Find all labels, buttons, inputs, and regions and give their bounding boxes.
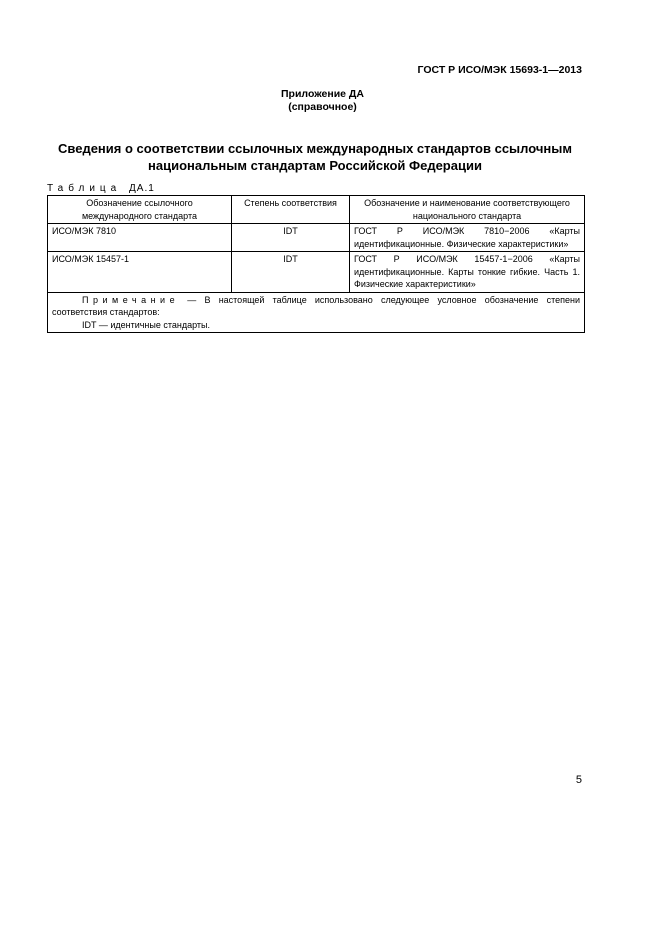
cell-international-standard: ИСО/МЭК 7810 bbox=[48, 224, 232, 252]
annex-subtitle: (справочное) bbox=[288, 101, 357, 113]
note-label: Примечание bbox=[82, 294, 180, 305]
table-row bbox=[48, 252, 585, 293]
cell-national-standard: ГОСТ Р ИСО/МЭК 7810−2006 «Карты идентификационные. Физические характеристики» bbox=[349, 224, 584, 252]
table-caption-number: ДА.1 bbox=[129, 183, 155, 194]
note-text: — В настоящей таблице использовано следующее условное обозначение степени соответствия стандартов: bbox=[52, 294, 580, 317]
document-title: Сведения о соответствии ссылочных международных стандартов ссылочным национальным стандартам Российской Федерации bbox=[58, 141, 572, 173]
column-header-degree: Степень соответствия bbox=[231, 196, 349, 224]
cell-national-standard: ГОСТ Р ИСО/МЭК 15457-1−2006 «Карты идентификационные. Карты тонкие гибкие. Часть 1. Физические характеристики» bbox=[349, 252, 584, 293]
column-header-international: Обозначение ссылочного международного стандарта bbox=[48, 196, 232, 224]
annex-heading bbox=[0, 88, 661, 114]
cell-degree: IDT bbox=[231, 252, 349, 293]
table-caption-word: Таблица bbox=[47, 183, 122, 194]
column-header-national: Обозначение и наименование соответствующего национального стандарта bbox=[349, 196, 584, 224]
cell-degree: IDT bbox=[231, 224, 349, 252]
annex-title: Приложение ДА bbox=[281, 88, 364, 100]
note-legend: IDT — идентичные стандарты. bbox=[82, 319, 211, 330]
cell-international-standard: ИСО/МЭК 15457-1 bbox=[48, 252, 232, 293]
table-caption bbox=[47, 183, 155, 194]
page-number: 5 bbox=[575, 774, 582, 786]
correspondence-table bbox=[47, 195, 585, 333]
table-note-row bbox=[48, 292, 585, 333]
standard-number: ГОСТ Р ИСО/МЭК 15693-1—2013 bbox=[417, 64, 582, 76]
table-row bbox=[48, 224, 585, 252]
table-header-row bbox=[48, 196, 585, 224]
table-note bbox=[48, 292, 585, 333]
